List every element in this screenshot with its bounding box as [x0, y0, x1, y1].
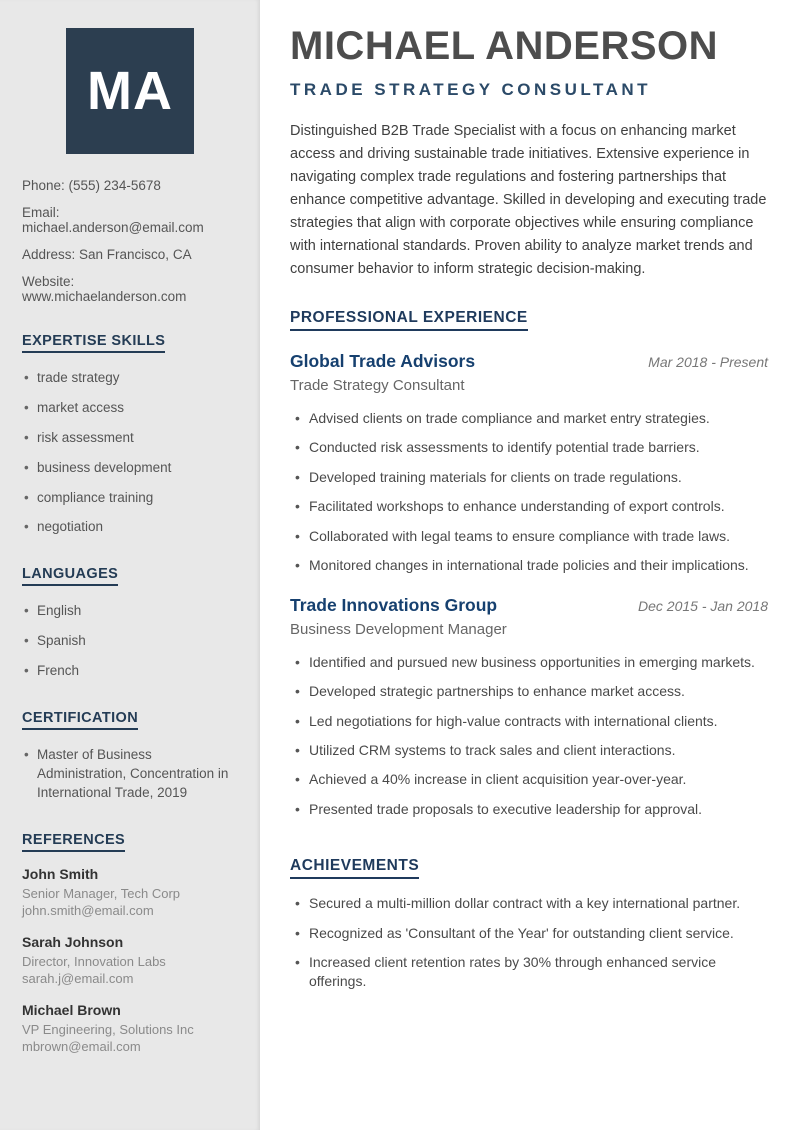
- languages-list: [22, 602, 238, 681]
- job-entry-2: [290, 595, 768, 819]
- job-bullet-list: [290, 653, 768, 819]
- achievement-bullet: • Secured a multi-million dollar contract with a key international partner.: [290, 894, 768, 913]
- reference-email: john.smith@email.com: [22, 903, 154, 919]
- language-item: • Spanish: [22, 632, 238, 651]
- achievements-section: [290, 829, 768, 991]
- references-heading: REFERENCES: [22, 832, 125, 852]
- job-bullet: • Utilized CRM systems to track sales and client interactions.: [290, 741, 768, 760]
- skills-list: [22, 369, 238, 537]
- reference-entry: [22, 1002, 238, 1056]
- languages-heading: LANGUAGES: [22, 566, 118, 586]
- certification-list: [22, 746, 238, 803]
- skill-item: • negotiation: [22, 518, 238, 537]
- job-role: Business Development Manager: [290, 620, 507, 638]
- achievement-bullet: • Recognized as 'Consultant of the Year' for outstanding client service.: [290, 924, 768, 943]
- company-name: Global Trade Advisors: [290, 351, 476, 371]
- skill-item: • trade strategy: [22, 369, 238, 388]
- language-item: • English: [22, 602, 238, 621]
- reference-email: sarah.j@email.com: [22, 971, 134, 987]
- skills-heading: EXPERTISE SKILLS: [22, 333, 165, 353]
- contact-website: Website: www.michaelanderson.com: [22, 274, 187, 304]
- skill-item: • market access: [22, 399, 238, 418]
- company-name: Trade Innovations Group: [290, 594, 498, 615]
- page-title: MICHAEL ANDERSON: [290, 24, 719, 68]
- job-role: Trade Strategy Consultant: [290, 377, 465, 394]
- job-bullet: • Led negotiations for high-value contracts with international clients.: [290, 712, 768, 731]
- reference-role: Senior Manager, Tech Corp: [22, 885, 181, 901]
- job-entry-1: [290, 351, 768, 575]
- avatar: [66, 28, 194, 154]
- job-bullet: • Facilitated workshops to enhance understanding of export controls.: [290, 497, 768, 516]
- avatar-initials: MA: [87, 61, 173, 121]
- sidebar-section-certification: [22, 709, 238, 803]
- reference-name: Michael Brown: [22, 1001, 121, 1018]
- experience-heading: PROFESSIONAL EXPERIENCE: [290, 309, 528, 331]
- job-bullet: • Developed training materials for clients on trade regulations.: [290, 468, 768, 487]
- sidebar-section-languages: [22, 565, 238, 681]
- experience-section: [290, 281, 768, 819]
- sidebar-section-skills: [22, 332, 238, 537]
- job-bullet: • Monitored changes in international trade policies and their implications.: [290, 556, 768, 575]
- job-bullet: • Collaborated with legal teams to ensure compliance with trade laws.: [290, 527, 768, 546]
- contact-phone: Phone: (555) 234-5678: [22, 178, 161, 193]
- reference-role: VP Engineering, Solutions Inc: [22, 1021, 194, 1037]
- job-bullet: • Presented trade proposals to executive leadership for approval.: [290, 800, 768, 819]
- reference-name: John Smith: [22, 865, 99, 882]
- person-job-title: TRADE STRATEGY CONSULTANT: [290, 80, 652, 99]
- job-bullet: • Conducted risk assessments to identify potential trade barriers.: [290, 438, 768, 457]
- job-dates: Dec 2015 - Jan 2018: [638, 597, 768, 614]
- references-list: [22, 866, 238, 1056]
- reference-role: Director, Innovation Labs: [22, 953, 166, 969]
- reference-name: Sarah Johnson: [22, 933, 124, 950]
- contact-address: Address: San Francisco, CA: [22, 247, 192, 262]
- skill-item: • compliance training: [22, 489, 238, 508]
- skill-item: • risk assessment: [22, 429, 238, 448]
- job-bullet: • Achieved a 40% increase in client acquisition year-over-year.: [290, 770, 768, 789]
- reference-entry: [22, 934, 238, 988]
- job-dates: Mar 2018 - Present: [648, 354, 768, 370]
- job-bullet: • Identified and pursued new business opportunities in emerging markets.: [290, 653, 768, 672]
- reference-email: mbrown@email.com: [22, 1039, 141, 1055]
- certification-item: • Master of Business Administration, Concentration in International Trade, 2019: [22, 746, 238, 803]
- job-bullet-list: [290, 409, 768, 575]
- reference-entry: [22, 866, 238, 920]
- certification-heading: CERTIFICATION: [22, 710, 138, 730]
- sidebar-section-references: [22, 831, 238, 1056]
- contact-email: Email: michael.anderson@email.com: [22, 205, 204, 235]
- job-bullet: • Developed strategic partnerships to enhance market access.: [290, 682, 768, 701]
- main-content: [260, 0, 800, 1130]
- contact-info: [22, 178, 238, 304]
- language-item: • French: [22, 662, 238, 681]
- achievement-bullet: • Increased client retention rates by 30% through enhanced service offerings.: [290, 953, 768, 991]
- skill-item: • business development: [22, 459, 238, 478]
- job-header: [290, 351, 768, 372]
- summary-paragraph: Distinguished B2B Trade Specialist with a focus on enhancing market access and driving sustainable trade initiatives. Extensive experience in navigating complex trade regulations and fostering partnerships that enhance competitive advantage. Skilled in developing and executing trade strategies that align with corporate objectives while ensuring compliance with international standards. Proven ability to analyze market trends and consumer behavior to inform strategic decision-making.: [290, 123, 767, 277]
- achievements-heading: ACHIEVEMENTS: [290, 857, 419, 879]
- job-bullet: • Advised clients on trade compliance and market entry strategies.: [290, 409, 768, 428]
- sidebar: [0, 0, 260, 1130]
- job-header: [290, 595, 768, 616]
- achievements-list: [290, 894, 768, 991]
